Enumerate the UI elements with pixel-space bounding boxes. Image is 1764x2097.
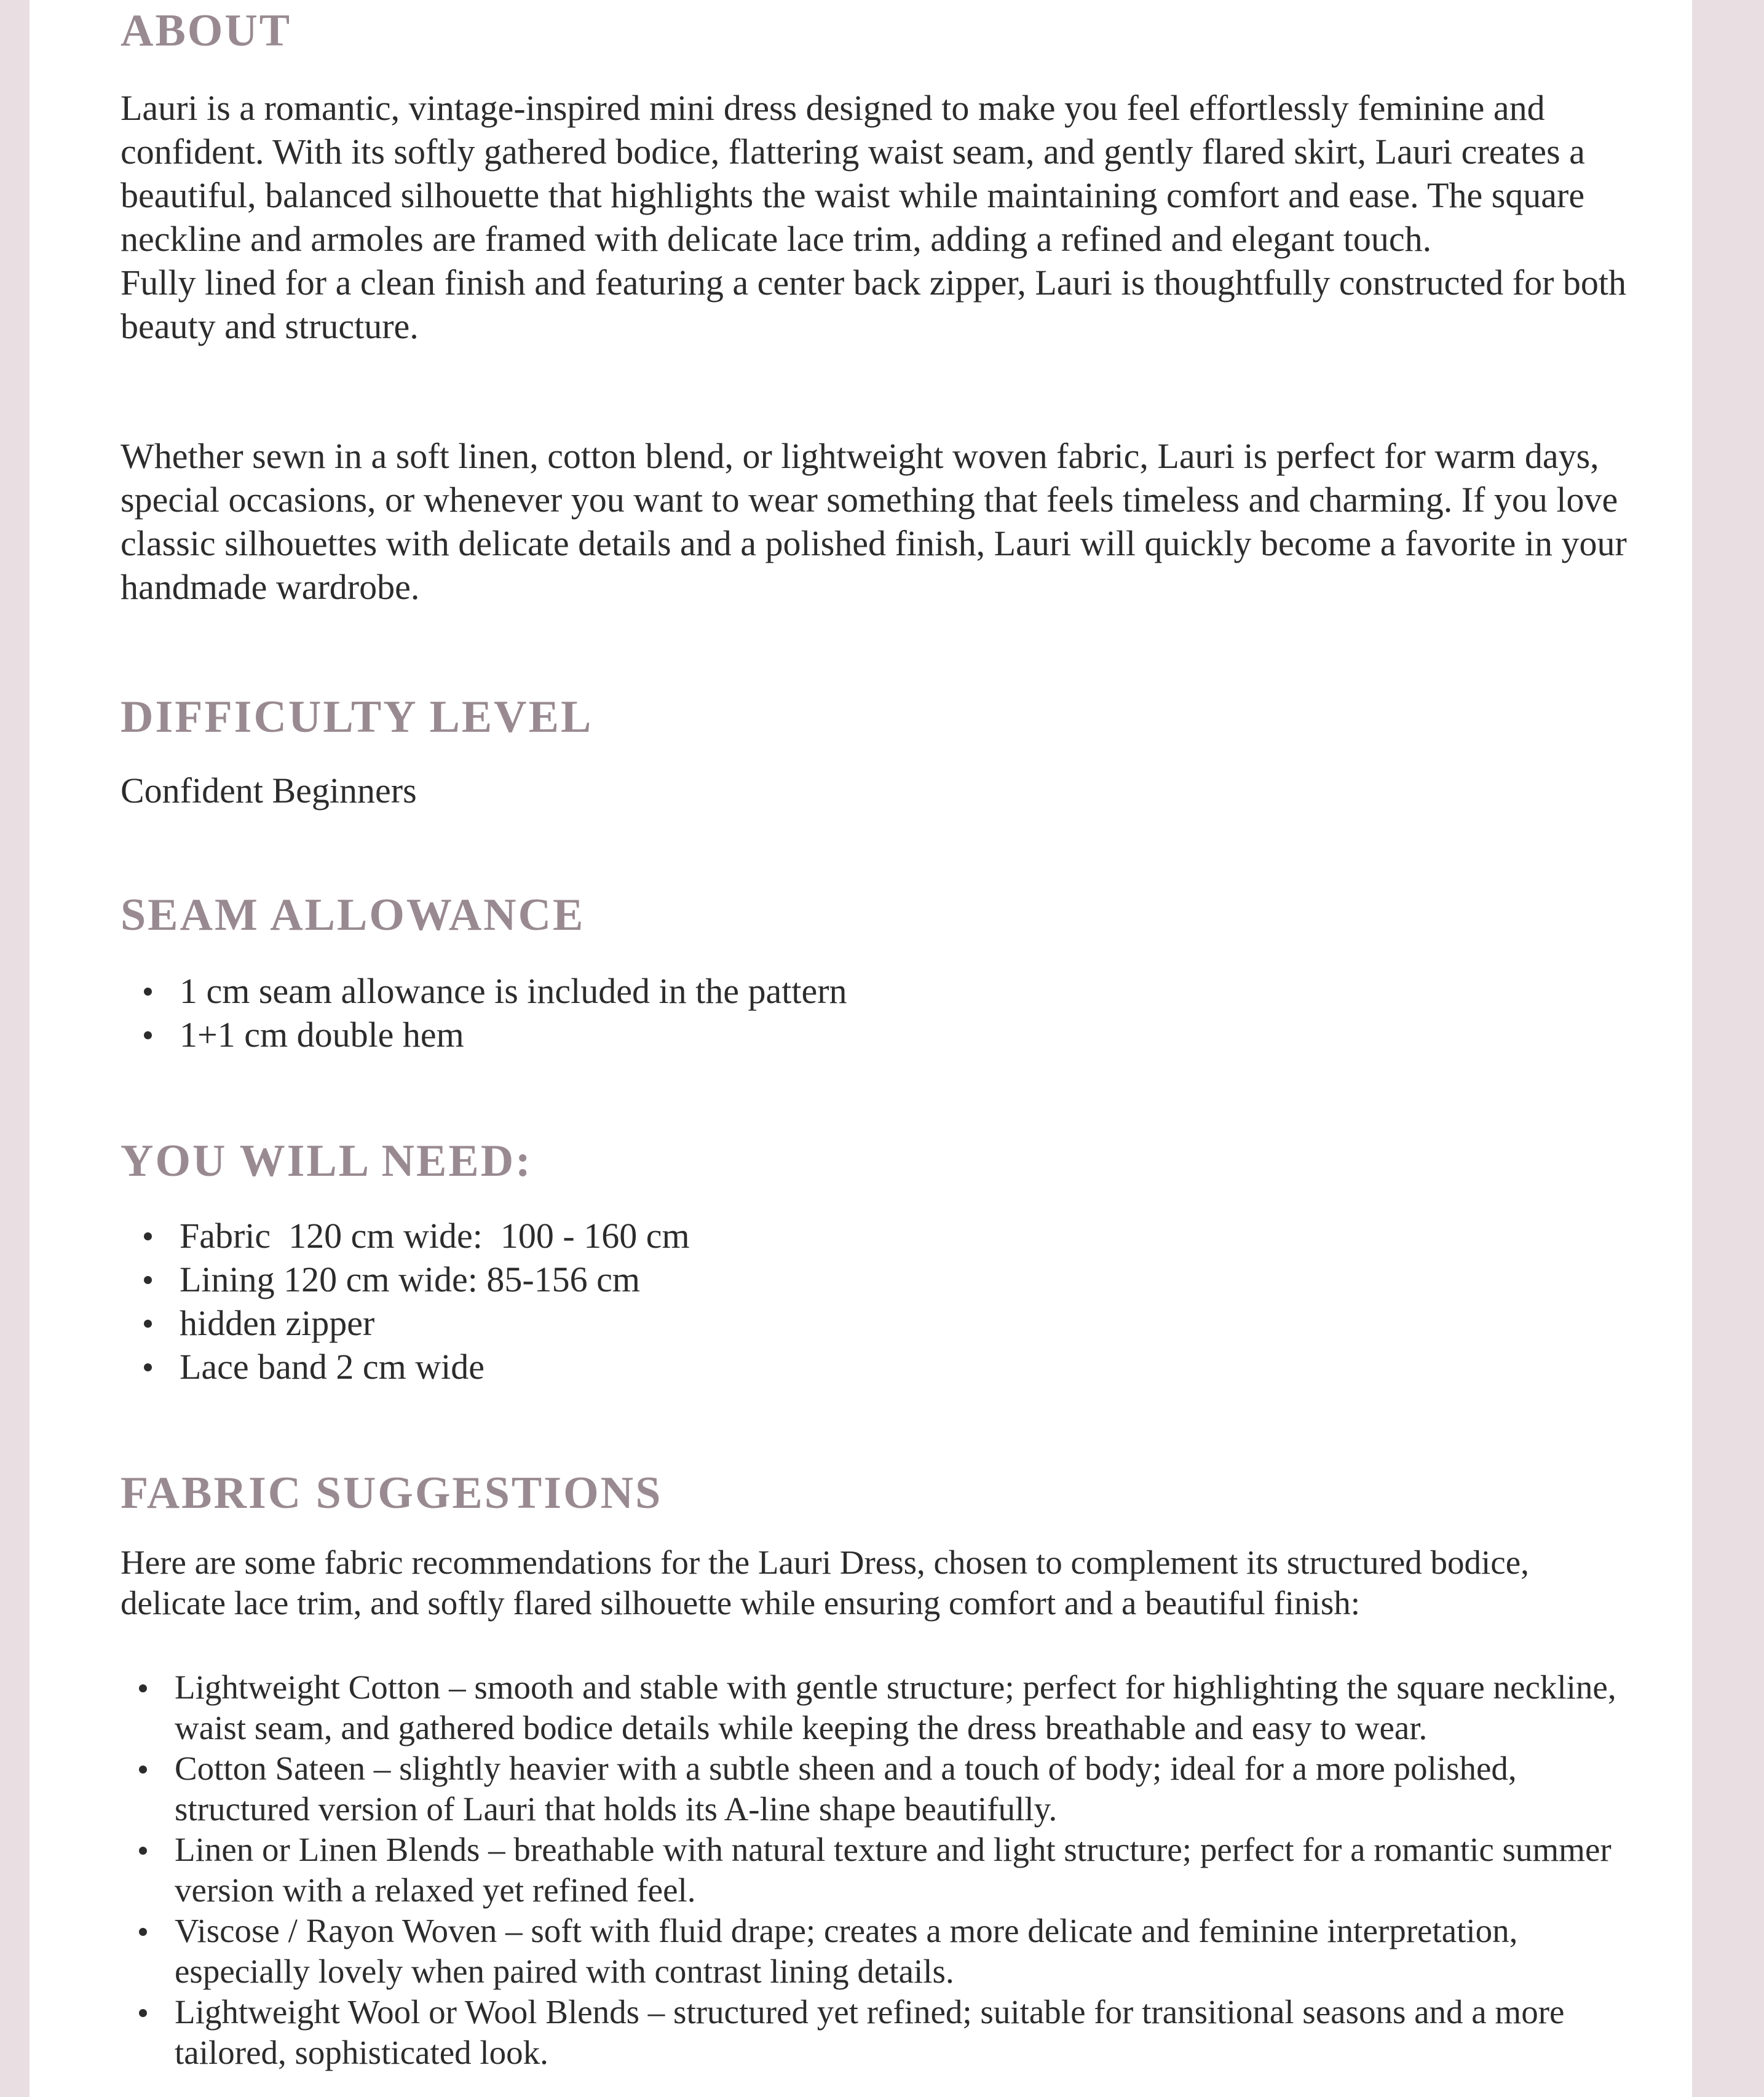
supply-item: hidden zipper bbox=[180, 1301, 690, 1345]
fabric-suggestions-heading: FABRIC SUGGESTIONS bbox=[121, 1468, 663, 1518]
seam-allowance-heading: SEAM ALLOWANCE bbox=[121, 890, 585, 940]
fabric-suggestion-item: Viscose / Rayon Woven – soft with fluid drape; creates a more delicate and feminine interpretation, especially lovely when paired with contrast lining details. bbox=[175, 1911, 1627, 1992]
difficulty-heading: DIFFICULTY LEVEL bbox=[121, 692, 593, 742]
fabric-suggestion-item: Lightweight Wool or Wool Blends – structured yet refined; suitable for transitional seasons and a more tailored, sophisticated look. bbox=[175, 1992, 1627, 2073]
about-paragraph-1: Lauri is a romantic, vintage-inspired mini dress designed to make you feel effortlessly feminine and confident. With its softly gathered bodice, flattering waist seam, and gently flared skirt, Lauri creates a beautiful, balanced silhouette that highlights the waist while maintaining comfort and ease. The square neckline and armoles are framed with delicate lace trim, adding a refined and elegant touch. Fully lined for a clean finish and featuring a center back zipper, Lauri is thoughtfully constructed for both beauty and structure. bbox=[121, 88, 1626, 346]
document-page bbox=[30, 0, 1692, 2097]
fabric-suggestion-item: Linen or Linen Blends – breathable with natural texture and light structure; perfect for a romantic summer version with a relaxed yet refined feel. bbox=[175, 1829, 1627, 1911]
seam-allowance-item: 1 cm seam allowance is included in the pattern bbox=[180, 969, 847, 1013]
difficulty-level-text: Confident Beginners bbox=[121, 771, 417, 811]
you-will-need-list bbox=[121, 1214, 690, 1389]
about-heading: ABOUT bbox=[121, 6, 292, 56]
fabric-suggestions-intro: Here are some fabric recommendations for the Lauri Dress, chosen to complement its structured bodice, delicate lace trim, and softly flared silhouette while ensuring comfort and a beautiful finish: bbox=[121, 1544, 1529, 1622]
supply-item: Fabric 120 cm wide: 100 - 160 cm bbox=[180, 1214, 690, 1258]
fabric-suggestions-list bbox=[121, 1667, 1627, 2073]
you-will-need-heading: YOU WILL NEED: bbox=[121, 1136, 532, 1186]
about-paragraph-2: Whether sewn in a soft linen, cotton blend, or lightweight woven fabric, Lauri is perfect for warm days, special occasions, or whenever you want to wear something that feels timeless and charming. If you love classic silhouettes with delicate details and a polished finish, Lauri will quickly become a favorite in your handmade wardrobe. bbox=[121, 436, 1627, 607]
seam-allowance-item: 1+1 cm double hem bbox=[180, 1013, 847, 1056]
supply-item: Lace band 2 cm wide bbox=[180, 1345, 690, 1389]
supply-item: Lining 120 cm wide: 85-156 cm bbox=[180, 1258, 690, 1301]
fabric-suggestion-item: Lightweight Cotton – smooth and stable with gentle structure; perfect for highlighting the square neckline, waist seam, and gathered bodice details while keeping the dress breathable and easy to wear. bbox=[175, 1667, 1627, 1748]
fabric-suggestion-item: Cotton Sateen – slightly heavier with a subtle sheen and a touch of body; ideal for a more polished, structured version of Lauri that holds its A-line shape beautifully. bbox=[175, 1748, 1627, 1829]
seam-allowance-list bbox=[121, 969, 847, 1056]
